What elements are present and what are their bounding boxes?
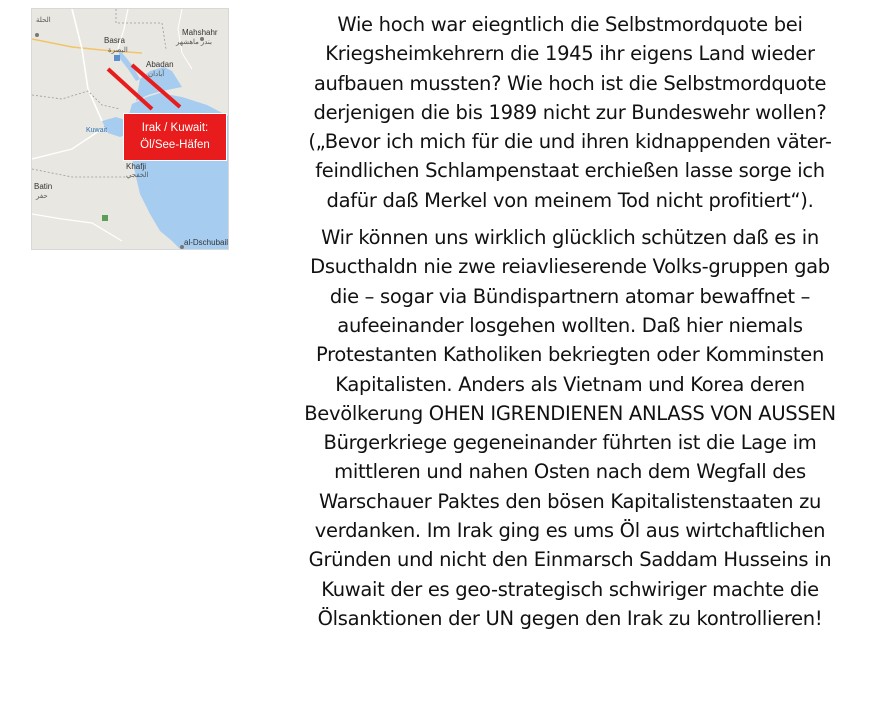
text-line: aufbauen mussten? Wie hoch ist die Selbstmordquote bbox=[313, 71, 827, 95]
text-line: dafür daß Merkel von meinem Tod nicht profitiert“). bbox=[326, 188, 814, 212]
map-label-batin: Batin bbox=[34, 182, 53, 191]
map-callout bbox=[123, 113, 227, 161]
paragraph-1 bbox=[262, 10, 878, 215]
map-label-arabic-top: الحلة bbox=[36, 17, 51, 24]
text-line: Bevölkerung OHEN IGRENDIENEN ANLASS VON AUSSEN bbox=[304, 401, 836, 425]
main-text bbox=[262, 10, 878, 633]
map-label-basra: Basra bbox=[104, 36, 125, 45]
map-label-dschubail: al-Dschubail bbox=[184, 238, 229, 247]
text-line: Gründen und nicht den Einmarsch Saddam Husseins in bbox=[308, 548, 832, 572]
map-label-abadan: Abadan bbox=[146, 60, 174, 69]
map-label-basra-arabic: البصرة bbox=[108, 47, 128, 54]
callout-line-2: Öl/See-Häfen bbox=[140, 139, 210, 151]
callout-line-1: Irak / Kuwait: bbox=[141, 122, 209, 134]
map-label-abadan-arabic: آبادان bbox=[148, 71, 165, 78]
map-label-mahshahr: Mahshahr bbox=[182, 28, 218, 37]
map-label-khafji: Khafji bbox=[126, 162, 147, 171]
text-line: Bürgerkriege gegeneinander führten ist die Lage im bbox=[323, 431, 817, 455]
text-line: Kapitalisten. Anders als Vietnam und Korea deren bbox=[335, 372, 805, 396]
map-label-khafji-arabic: الخفجي bbox=[126, 172, 149, 179]
map-label-batin-arabic: حفر bbox=[36, 193, 48, 200]
text-line: („Bevor ich mich für die und ihren kidnappenden väter- bbox=[308, 130, 832, 154]
text-line: aufeeinander losgehen wollten. Daß hier niemals bbox=[337, 313, 803, 337]
map-image bbox=[31, 8, 229, 250]
text-line: mittleren und nahen Osten nach dem Wegfall des bbox=[334, 460, 806, 484]
text-line: Dsucthaldn nie zwe reiavlieserende Volks-gruppen gab bbox=[310, 255, 830, 279]
text-line: Warschauer Paktes den bösen Kapitalistenstaaten zu bbox=[318, 489, 822, 513]
text-line: Kriegsheimkehrern die 1945 ihr eigens Land wieder bbox=[325, 42, 815, 66]
text-line: die – sogar via Bündispartnern atomar bewaffnet – bbox=[329, 284, 811, 308]
text-line: Wie hoch war eiegntlich die Selbstmordquote bei bbox=[337, 13, 803, 36]
text-line: Kuwait der es geo-strategisch schwiriger machte die bbox=[321, 577, 819, 601]
map-label-mahshahr-arabic: بندر ماهشهر bbox=[176, 39, 212, 46]
text-line: verdanken. Im Irak ging es ums Öl aus wirtchaftlichen bbox=[314, 519, 826, 543]
text-line: Wir können uns wirklich glücklich schützen daß es in bbox=[321, 226, 819, 250]
text-line: derjenigen die bis 1989 nicht zur Bundeswehr wollen? bbox=[313, 100, 827, 124]
text-line: Protestanten Katholiken bekriegten oder Komminsten bbox=[315, 343, 825, 367]
text-line: feindlichen Schlampenstaat erchießen lasse sorge ich bbox=[315, 159, 825, 183]
text-line: Ölsanktionen der UN gegen den Irak zu kontrollieren! bbox=[317, 606, 823, 630]
map-label-kuwait: Kuwait bbox=[86, 127, 108, 134]
paragraph-2 bbox=[262, 223, 878, 633]
